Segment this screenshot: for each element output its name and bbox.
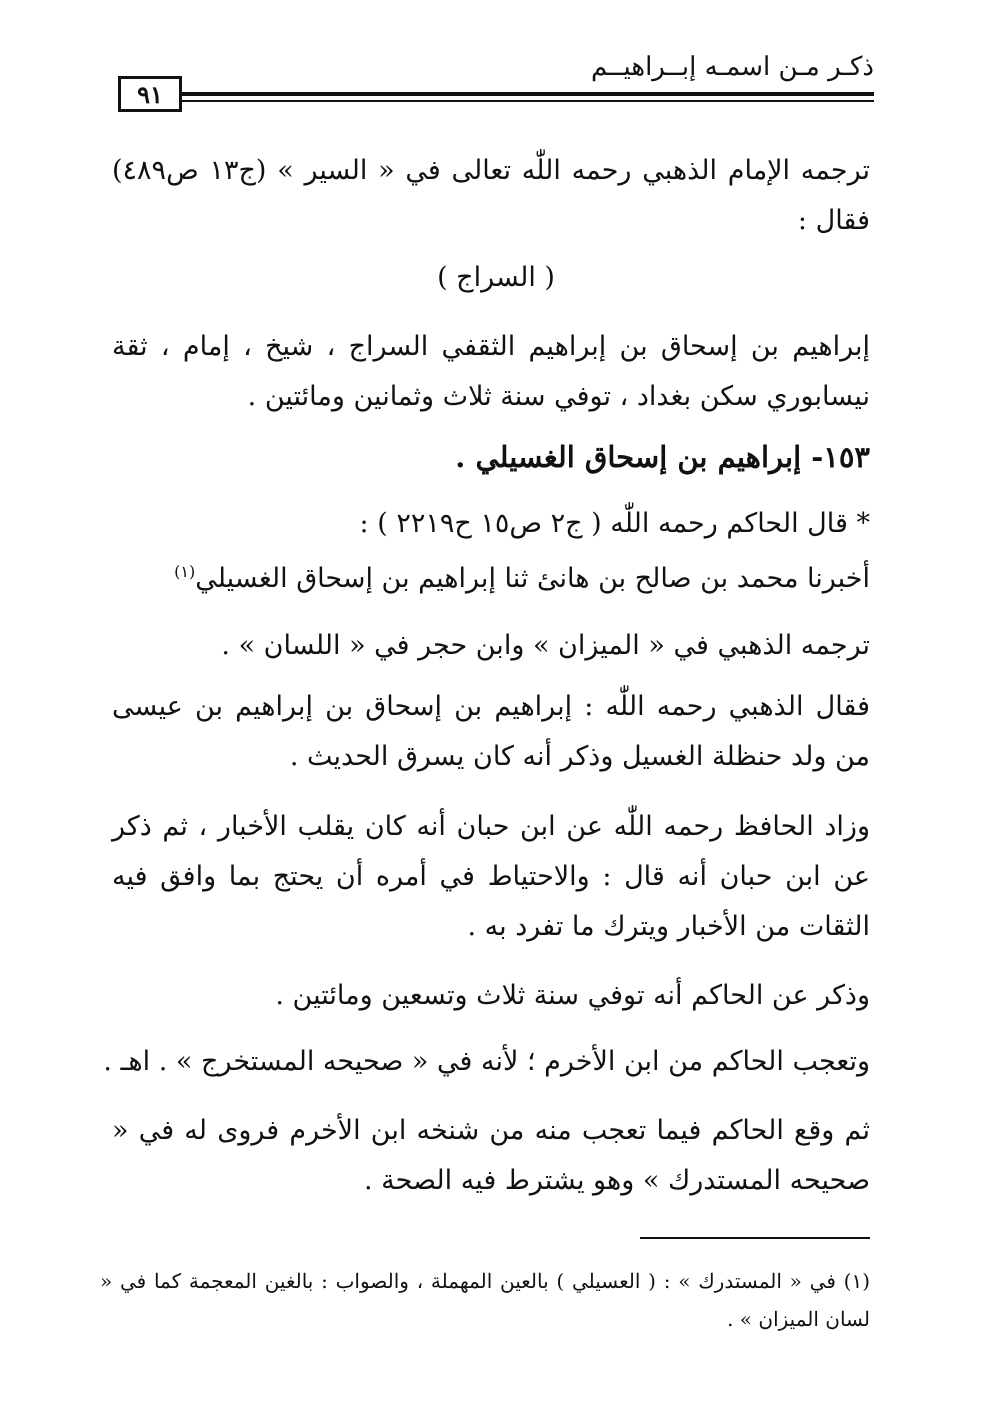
paragraph-isnad	[174, 562, 870, 594]
paragraph-hakim-citation: * قال الحاكم رحمه اللّٰه ( ج٢ ص١٥ ح٢٢١٩ ) :	[359, 508, 870, 539]
running-title: ذكـر مـن اسمـه إبــراهيــم	[590, 52, 874, 82]
page-number: ٩١	[118, 76, 182, 112]
header-rule	[182, 92, 874, 96]
isnad-text: أخبرنا محمد بن صالح بن هانئ ثنا إبراهيم بن إسحاق الغسيلي	[195, 563, 870, 594]
header-rule-thin	[182, 100, 874, 102]
footnote-ref: (١)	[174, 562, 196, 581]
footnote: (١) في « المستدرك » : ( العسيلي ) بالعين المهملة ، والصواب : بالغين المعجمة كما في « لسان الميزان » .	[100, 1269, 870, 1331]
paragraph-hafiz-addition: وزاد الحافظ رحمه اللّٰه عن ابن حبان أنه كان يقلب الأخبار ، ثم ذكر عن ابن حبان أنه قال : والاحتياط في أمره أن يحتج بما وافق فيه الثقات من الأخبار ويترك ما تفرد به .	[112, 811, 870, 942]
paragraph-death-year: وذكر عن الحاكم أنه توفي سنة ثلاث وتسعين ومائتين .	[275, 980, 870, 1011]
paragraph-sarraj-bio: إبراهيم بن إسحاق بن إبراهيم الثقفي السراج ، شيخ ، إمام ، ثقة نيسابوري سكن بغداد ، توفي سنة ثلاث وثمانين ومائتين .	[112, 331, 870, 412]
paragraph-dhahabi-siyar: ترجمه الإمام الذهبي رحمه اللّٰه تعالى في « السير » (ج١٣ ص٤٨٩) فقال :	[112, 155, 870, 236]
footnote-divider	[640, 1237, 870, 1239]
paragraph-tarjama-sources: ترجمه الذهبي في « الميزان » وابن حجر في « اللسان » .	[221, 630, 870, 661]
paragraph-hakim-wonder: وتعجب الحاكم من ابن الأخرم ؛ لأنه في « صحيحه المستخرج » . اهـ .	[103, 1046, 870, 1077]
section-subtitle: ( السراج )	[437, 262, 555, 293]
paragraph-hakim-mustadrak: ثم وقع الحاكم فيما تعجب منه من شنخه ابن الأخرم فروى له في « صحيحه المستدرك » وهو يشترط فيه الصحة .	[112, 1115, 870, 1196]
entry-heading: ١٥٣- إبراهيم بن إسحاق الغسيلي .	[455, 440, 870, 474]
paragraph-dhahabi-quote: فقال الذهبي رحمه اللّٰه : إبراهيم بن إسحاق بن إبراهيم بن عيسى من ولد حنظلة الغسيل وذكر أنه كان يسرق الحديث .	[112, 691, 870, 772]
